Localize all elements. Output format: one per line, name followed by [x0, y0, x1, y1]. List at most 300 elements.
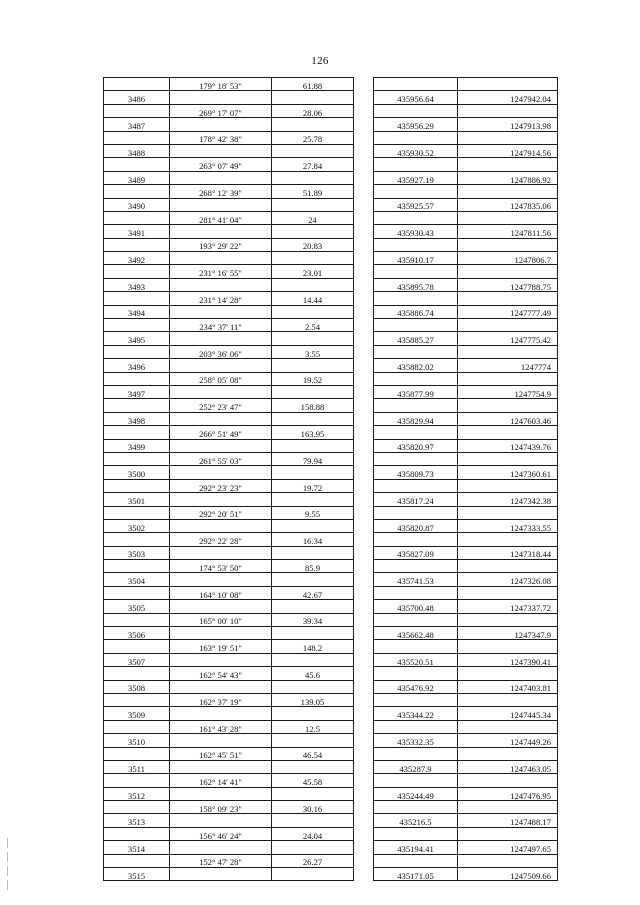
spacer-cell [354, 399, 374, 412]
station-cell: 3490 [104, 198, 170, 211]
easting-cell: 435216.5 [374, 814, 458, 827]
station-cell: 3513 [104, 814, 170, 827]
station-row [104, 600, 558, 613]
empty-cell [458, 693, 558, 706]
station-row [104, 118, 558, 131]
empty-cell [458, 613, 558, 626]
spacer-cell [354, 252, 374, 265]
station-row [104, 546, 558, 559]
northing-cell: 1247449.26 [458, 734, 558, 747]
station-cell: 3506 [104, 627, 170, 640]
spacer-cell [354, 185, 374, 198]
empty-cell [104, 720, 170, 733]
empty-cell [104, 774, 170, 787]
northing-cell: 1247476.95 [458, 787, 558, 800]
bearing-cell: 292° 23' 23" [170, 479, 272, 492]
bearing-row [104, 693, 558, 706]
empty-cell [170, 278, 272, 291]
spacer-cell [354, 144, 374, 157]
empty-cell [104, 667, 170, 680]
easting-cell: 435885.27 [374, 332, 458, 345]
bearing-row [104, 854, 558, 867]
empty-cell [374, 613, 458, 626]
northing-cell: 1247497.65 [458, 841, 558, 854]
margin-mark [7, 852, 8, 862]
margin-mark [7, 838, 8, 848]
spacer-cell [354, 854, 374, 867]
empty-cell [374, 158, 458, 171]
spacer-cell [354, 479, 374, 492]
distance-cell: 148.2 [272, 640, 354, 653]
easting-cell: 435829.94 [374, 412, 458, 425]
empty-cell [374, 319, 458, 332]
station-row [104, 466, 558, 479]
margin-mark [7, 880, 8, 890]
northing-cell: 1247777.49 [458, 305, 558, 318]
station-cell: 3501 [104, 493, 170, 506]
easting-cell: 435927.19 [374, 171, 458, 184]
bearing-row [104, 506, 558, 519]
empty-cell [272, 118, 354, 131]
empty-cell [104, 345, 170, 358]
spacer-cell [354, 586, 374, 599]
northing-cell: 1247603.46 [458, 412, 558, 425]
distance-cell: 45.6 [272, 667, 354, 680]
empty-cell [458, 319, 558, 332]
spacer-cell [354, 78, 374, 91]
station-row [104, 144, 558, 157]
empty-cell [374, 640, 458, 653]
empty-cell [458, 774, 558, 787]
station-cell: 3487 [104, 118, 170, 131]
empty-cell [458, 131, 558, 144]
empty-cell [170, 653, 272, 666]
spacer-cell [354, 493, 374, 506]
spacer-cell [354, 158, 374, 171]
northing-cell: 1247914.56 [458, 144, 558, 157]
empty-cell [374, 586, 458, 599]
station-row [104, 787, 558, 800]
northing-cell: 1247774 [458, 359, 558, 372]
empty-cell [170, 305, 272, 318]
spacer-cell [354, 198, 374, 211]
station-cell: 3489 [104, 171, 170, 184]
bearing-cell: 179° 18' 53" [170, 78, 272, 91]
distance-cell: 20.83 [272, 238, 354, 251]
northing-cell: 1247342.38 [458, 493, 558, 506]
distance-cell: 25.78 [272, 131, 354, 144]
northing-cell: 1247835.06 [458, 198, 558, 211]
empty-cell [272, 519, 354, 532]
northing-cell: 1247403.81 [458, 680, 558, 693]
bearing-cell: 258° 05' 08" [170, 372, 272, 385]
spacer-cell [354, 760, 374, 773]
distance-cell: 24 [272, 211, 354, 224]
station-row [104, 198, 558, 211]
spacer-cell [354, 868, 374, 881]
distance-cell: 27.84 [272, 158, 354, 171]
station-cell: 3504 [104, 573, 170, 586]
bearing-row [104, 720, 558, 733]
empty-cell [104, 292, 170, 305]
spacer-cell [354, 546, 374, 559]
empty-cell [458, 506, 558, 519]
empty-cell [170, 225, 272, 238]
easting-cell: 435882.02 [374, 359, 458, 372]
empty-cell [104, 452, 170, 465]
bearing-row [104, 827, 558, 840]
spacer-cell [354, 627, 374, 640]
station-row [104, 760, 558, 773]
empty-cell [272, 573, 354, 586]
easting-cell: 435520.51 [374, 653, 458, 666]
bearing-row [104, 319, 558, 332]
station-cell: 3511 [104, 760, 170, 773]
station-row [104, 868, 558, 881]
empty-cell [272, 546, 354, 559]
northing-cell: 1247754.9 [458, 385, 558, 398]
empty-cell [374, 185, 458, 198]
northing-cell: 1247347.9 [458, 627, 558, 640]
empty-cell [458, 185, 558, 198]
bearing-row [104, 426, 558, 439]
spacer-cell [354, 278, 374, 291]
bearing-cell: 252° 23' 47" [170, 399, 272, 412]
empty-cell [374, 774, 458, 787]
spacer-cell [354, 533, 374, 546]
easting-cell: 435956.29 [374, 118, 458, 131]
station-cell: 3497 [104, 385, 170, 398]
empty-cell [272, 412, 354, 425]
distance-cell: 46.54 [272, 747, 354, 760]
spacer-cell [354, 412, 374, 425]
empty-cell [104, 238, 170, 251]
empty-cell [104, 319, 170, 332]
northing-cell: 1247811.56 [458, 225, 558, 238]
bearing-row [104, 78, 558, 91]
empty-cell [458, 854, 558, 867]
distance-cell: 26.27 [272, 854, 354, 867]
bearing-row [104, 345, 558, 358]
empty-cell [170, 734, 272, 747]
empty-cell [104, 640, 170, 653]
empty-cell [374, 533, 458, 546]
empty-cell [170, 118, 272, 131]
northing-cell: 1247942.04 [458, 91, 558, 104]
station-row [104, 305, 558, 318]
bearing-cell: 164° 10' 08" [170, 586, 272, 599]
northing-cell: 1247326.08 [458, 573, 558, 586]
station-row [104, 573, 558, 586]
empty-cell [170, 91, 272, 104]
northing-cell: 1247337.72 [458, 600, 558, 613]
distance-cell: 45.58 [272, 774, 354, 787]
station-row [104, 841, 558, 854]
empty-cell [104, 78, 170, 91]
bearing-row [104, 560, 558, 573]
distance-cell: 85.9 [272, 560, 354, 573]
easting-cell: 435287.9 [374, 760, 458, 773]
empty-cell [458, 667, 558, 680]
northing-cell: 1247333.55 [458, 519, 558, 532]
empty-cell [104, 747, 170, 760]
empty-cell [272, 278, 354, 291]
empty-cell [458, 452, 558, 465]
empty-cell [272, 627, 354, 640]
empty-cell [458, 720, 558, 733]
spacer-cell [354, 747, 374, 760]
station-row [104, 734, 558, 747]
empty-cell [104, 426, 170, 439]
empty-cell [272, 171, 354, 184]
empty-cell [104, 185, 170, 198]
easting-cell: 435910.17 [374, 252, 458, 265]
station-row [104, 680, 558, 693]
northing-cell: 1247509.66 [458, 868, 558, 881]
empty-cell [104, 506, 170, 519]
empty-cell [374, 399, 458, 412]
station-row [104, 359, 558, 372]
empty-cell [104, 211, 170, 224]
station-row [104, 814, 558, 827]
bearing-row [104, 238, 558, 251]
station-cell: 3498 [104, 412, 170, 425]
empty-cell [272, 91, 354, 104]
easting-cell: 435827.09 [374, 546, 458, 559]
station-cell: 3507 [104, 653, 170, 666]
bearing-row [104, 586, 558, 599]
spacer-cell [354, 332, 374, 345]
empty-cell [272, 600, 354, 613]
bearing-cell: 162° 45' 51" [170, 747, 272, 760]
empty-cell [170, 868, 272, 881]
spacer-cell [354, 667, 374, 680]
northing-cell: 1247788.75 [458, 278, 558, 291]
empty-cell [374, 238, 458, 251]
bearing-cell: 156° 46' 24" [170, 827, 272, 840]
bearing-row [104, 640, 558, 653]
northing-cell: 1247445.34 [458, 707, 558, 720]
empty-cell [458, 479, 558, 492]
empty-cell [458, 801, 558, 814]
easting-cell: 435809.73 [374, 466, 458, 479]
station-cell: 3486 [104, 91, 170, 104]
empty-cell [458, 158, 558, 171]
bearing-row [104, 158, 558, 171]
spacer-cell [354, 104, 374, 117]
spacer-cell [354, 466, 374, 479]
empty-cell [458, 292, 558, 305]
spacer-cell [354, 680, 374, 693]
bearing-row [104, 747, 558, 760]
easting-cell: 435171.05 [374, 868, 458, 881]
empty-cell [170, 359, 272, 372]
northing-cell: 1247488.17 [458, 814, 558, 827]
margin-mark [7, 866, 8, 876]
bearing-cell: 269° 17' 07" [170, 104, 272, 117]
station-cell: 3492 [104, 252, 170, 265]
spacer-cell [354, 787, 374, 800]
empty-cell [104, 399, 170, 412]
easting-cell: 435930.52 [374, 144, 458, 157]
empty-cell [374, 211, 458, 224]
distance-cell: 14.44 [272, 292, 354, 305]
empty-cell [374, 479, 458, 492]
bearing-row [104, 372, 558, 385]
distance-cell: 19.52 [272, 372, 354, 385]
easting-cell: 435700.48 [374, 600, 458, 613]
bearing-cell: 174° 53' 50" [170, 560, 272, 573]
bearing-row [104, 265, 558, 278]
easting-cell: 435930.43 [374, 225, 458, 238]
station-row [104, 519, 558, 532]
station-row [104, 171, 558, 184]
bearing-cell: 292° 20' 51" [170, 506, 272, 519]
northing-cell: 1247439.76 [458, 439, 558, 452]
spacer-cell [354, 265, 374, 278]
spacer-cell [354, 238, 374, 251]
easting-cell: 435820.87 [374, 519, 458, 532]
bearing-cell: 261° 55' 03" [170, 452, 272, 465]
spacer-cell [354, 385, 374, 398]
empty-cell [170, 841, 272, 854]
empty-cell [458, 399, 558, 412]
bearing-cell: 158° 09' 23" [170, 801, 272, 814]
spacer-cell [354, 359, 374, 372]
empty-cell [374, 78, 458, 91]
bearing-cell: 234° 37' 11" [170, 319, 272, 332]
empty-cell [170, 573, 272, 586]
distance-cell: 16.34 [272, 533, 354, 546]
bearing-cell: 292° 22' 28" [170, 533, 272, 546]
station-row [104, 385, 558, 398]
empty-cell [272, 493, 354, 506]
station-cell: 3514 [104, 841, 170, 854]
station-cell: 3503 [104, 546, 170, 559]
bearing-row [104, 533, 558, 546]
station-row [104, 332, 558, 345]
northing-cell: 1247806.7 [458, 252, 558, 265]
empty-cell [272, 198, 354, 211]
spacer-cell [354, 506, 374, 519]
station-row [104, 707, 558, 720]
easting-cell: 435877.99 [374, 385, 458, 398]
empty-cell [170, 385, 272, 398]
empty-cell [374, 720, 458, 733]
empty-cell [104, 693, 170, 706]
empty-cell [104, 265, 170, 278]
station-cell: 3502 [104, 519, 170, 532]
station-row [104, 493, 558, 506]
empty-cell [272, 332, 354, 345]
empty-cell [104, 801, 170, 814]
bearing-row [104, 131, 558, 144]
spacer-cell [354, 225, 374, 238]
station-cell: 3508 [104, 680, 170, 693]
empty-cell [104, 586, 170, 599]
empty-cell [458, 104, 558, 117]
empty-cell [104, 372, 170, 385]
spacer-cell [354, 91, 374, 104]
bearing-cell: 165° 00' 10" [170, 613, 272, 626]
empty-cell [374, 452, 458, 465]
empty-cell [272, 305, 354, 318]
empty-cell [104, 854, 170, 867]
distance-cell: 30.16 [272, 801, 354, 814]
empty-cell [272, 653, 354, 666]
northing-cell: 1247318.44 [458, 546, 558, 559]
bearing-cell: 203° 36' 06" [170, 345, 272, 358]
distance-cell: 158.88 [272, 399, 354, 412]
northing-cell: 1247913.98 [458, 118, 558, 131]
distance-cell: 2.54 [272, 319, 354, 332]
bearing-cell: 162° 54' 43" [170, 667, 272, 680]
easting-cell: 435344.22 [374, 707, 458, 720]
empty-cell [170, 466, 272, 479]
easting-cell: 435820.97 [374, 439, 458, 452]
station-row [104, 412, 558, 425]
northing-cell: 1247886.92 [458, 171, 558, 184]
station-cell: 3496 [104, 359, 170, 372]
station-cell: 3495 [104, 332, 170, 345]
distance-cell: 28.06 [272, 104, 354, 117]
northing-cell: 1247390.41 [458, 653, 558, 666]
bearing-cell: 163° 19' 51" [170, 640, 272, 653]
bearing-cell: 162° 37' 19" [170, 693, 272, 706]
bearing-cell: 231° 16' 55" [170, 265, 272, 278]
survey-coordinate-table [103, 77, 558, 881]
easting-cell: 435817.24 [374, 493, 458, 506]
empty-cell [104, 479, 170, 492]
spacer-cell [354, 372, 374, 385]
easting-cell: 435194.41 [374, 841, 458, 854]
empty-cell [458, 345, 558, 358]
empty-cell [272, 385, 354, 398]
empty-cell [104, 533, 170, 546]
station-cell: 3499 [104, 439, 170, 452]
bearing-cell: 193° 29' 22" [170, 238, 272, 251]
empty-cell [374, 827, 458, 840]
bearing-cell: 231° 14' 28" [170, 292, 272, 305]
table-body [104, 78, 558, 881]
easting-cell: 435956.64 [374, 91, 458, 104]
spacer-cell [354, 774, 374, 787]
station-row [104, 627, 558, 640]
spacer-cell [354, 131, 374, 144]
distance-cell: 163.95 [272, 426, 354, 439]
empty-cell [272, 734, 354, 747]
station-row [104, 91, 558, 104]
bearing-row [104, 801, 558, 814]
empty-cell [458, 747, 558, 760]
station-row [104, 278, 558, 291]
station-row [104, 653, 558, 666]
empty-cell [458, 265, 558, 278]
empty-cell [104, 613, 170, 626]
empty-cell [272, 787, 354, 800]
distance-cell: 61.88 [272, 78, 354, 91]
spacer-cell [354, 439, 374, 452]
empty-cell [104, 560, 170, 573]
distance-cell: 9.55 [272, 506, 354, 519]
empty-cell [374, 131, 458, 144]
easting-cell: 435741.53 [374, 573, 458, 586]
spacer-cell [354, 801, 374, 814]
empty-cell [458, 586, 558, 599]
distance-cell: 139.05 [272, 693, 354, 706]
empty-cell [272, 680, 354, 693]
empty-cell [170, 546, 272, 559]
